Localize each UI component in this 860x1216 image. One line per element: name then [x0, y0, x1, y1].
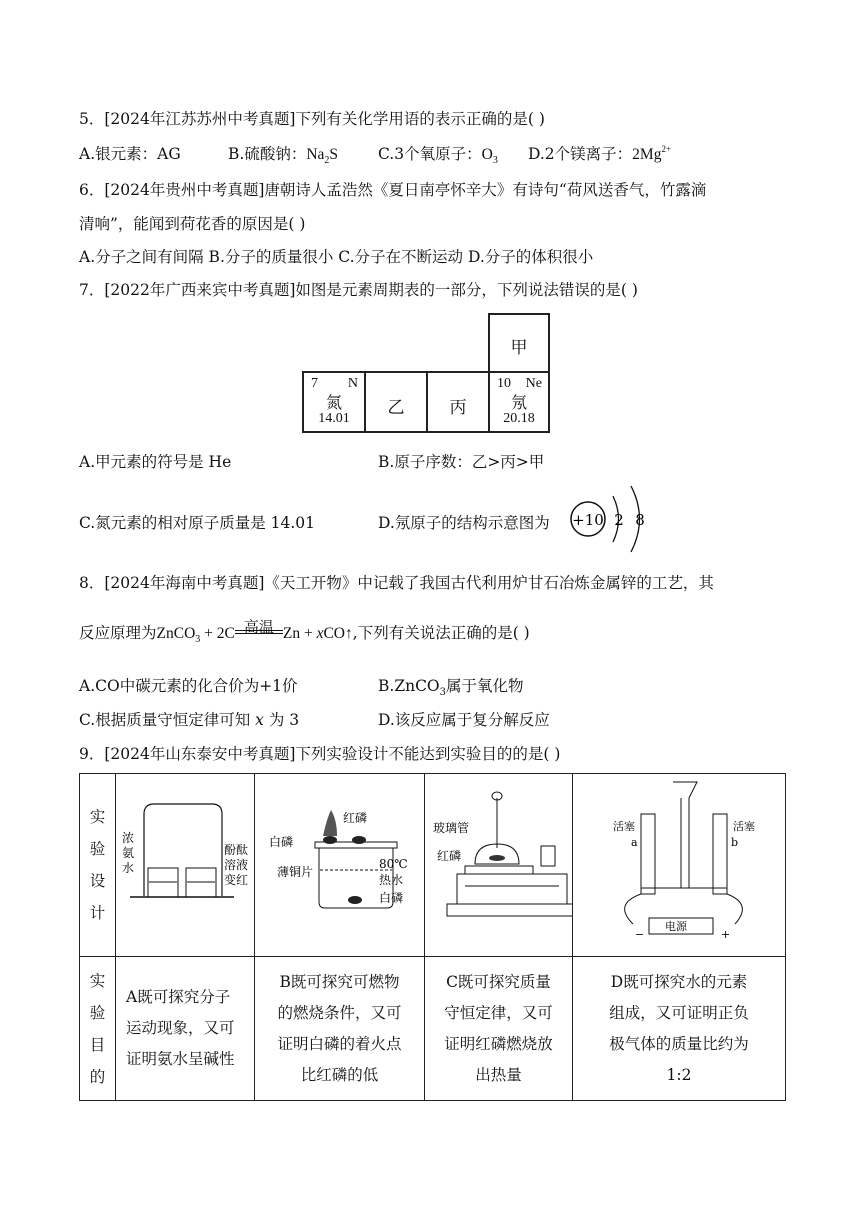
q9-stem: 9．[2024年山东泰安中考真题]下列实验设计不能达到实验目的的是( ) [79, 745, 561, 763]
neon-atom-structure-diagram [568, 484, 658, 554]
svg-text:80℃: 80℃ [379, 857, 408, 871]
purpose-c: C既可探究质量 守恒定律，又可 证明红磷燃烧放 出热量 [425, 957, 573, 1101]
svg-text:b: b [731, 836, 739, 849]
svg-text:白磷: 白磷 [269, 835, 294, 849]
q8-option-b: B.ZnCO$_3$属于氧化物 [378, 677, 524, 698]
experiment-table [79, 773, 786, 1101]
row-design [80, 774, 786, 957]
ammonia-diffusion-figure [116, 774, 255, 952]
right-tube [713, 814, 727, 894]
q8-option-d: D.该反应属于复分解反应 [378, 711, 550, 729]
q5-option-c: C.3个氧原子：$O_3$ [378, 145, 498, 166]
row-head-purpose: 实 验 目 的 [80, 957, 116, 1101]
shell1-electrons: 2 [614, 511, 624, 529]
purpose-a: A既可探究分子 运动现象，又可 证明氨水呈碱性 [116, 957, 255, 1101]
purpose-d: D既可探究水的元素 组成，又可证明正负 极气体的质量比约为 1:2 [573, 957, 786, 1101]
q7-option-a: A.甲元素的符号是 He [79, 453, 232, 471]
svg-text:溶液: 溶液 [224, 858, 249, 872]
mass-conservation-figure [425, 774, 573, 952]
periodic-table-excerpt [302, 313, 550, 433]
q5-option-b: B.硫酸钠：$Na_2S$ [228, 145, 339, 166]
electrolysis-figure [573, 774, 786, 952]
row-purpose [80, 957, 786, 1101]
figure-d-cell [573, 774, 786, 957]
q7-option-b: B.原子序数：乙>丙>甲 [378, 453, 545, 471]
left-tube [641, 814, 655, 894]
svg-text:电源: 电源 [665, 920, 687, 933]
svg-text:薄铜片: 薄铜片 [277, 865, 314, 879]
balance-body [457, 874, 567, 904]
weight [541, 846, 555, 866]
purpose-b: B既可探究可燃物 的燃烧条件，又可 证明白磷的着火点 比红磷的低 [255, 957, 425, 1101]
svg-text:红磷: 红磷 [343, 811, 368, 825]
white-phosphorus-underwater [348, 896, 362, 904]
q6-stem-line1: 6．[2024年贵州中考真题]唐朝诗人孟浩然《夏日南亭怀辛大》有诗句“荷风送香气，竹露滴 [79, 181, 707, 199]
q7-option-c: C.氮元素的相对原子质量是 14.01 [79, 514, 316, 532]
flame-icon [323, 810, 337, 836]
svg-text:+: + [721, 928, 731, 941]
figure-c-cell [425, 774, 573, 957]
white-phosphorus-burning [323, 836, 337, 844]
svg-text:浓: 浓 [122, 831, 135, 845]
svg-text:活塞: 活塞 [733, 820, 755, 833]
row-head-design: 实 验 设 计 [80, 774, 116, 957]
shell2-electrons: 8 [635, 511, 645, 529]
q6-options: A.分子之间有间隔 B.分子的质量很小 C.分子在不断运动 D.分子的体积很小 [79, 248, 594, 266]
combustion-conditions-figure [255, 774, 425, 952]
funnel [673, 782, 697, 888]
q6-stem-line2: 清响”，能闻到荷花香的原因是( ) [79, 215, 306, 233]
q5-stem: 5．[2024年江苏苏州中考真题]下列有关化学用语的表示正确的是( ) [79, 110, 545, 128]
svg-text:变红: 变红 [224, 873, 249, 887]
nucleus-charge: +10 [572, 511, 604, 529]
figure-b-cell [255, 774, 425, 957]
cell-neon: 10 Ne 氖 20.18 [488, 371, 550, 433]
q5-option-d: D.2个镁离子：$2Mg^{2+}$ [528, 144, 672, 163]
figure-a-cell [116, 774, 255, 957]
q7-stem: 7．[2022年广西来宾中考真题]如图是元素周期表的一部分，下列说法错误的是( ) [79, 281, 638, 299]
svg-text:氨: 氨 [122, 846, 135, 860]
cell-nitrogen: 7 N 氮 14.01 [302, 371, 366, 433]
cell-yi: 乙 [364, 371, 428, 433]
cell-jia: 甲 [488, 313, 550, 373]
q8-equation-line: 反应原理为ZnCO$_3$ + 2C 高温 Zn + xCO↑,下列有关说法正确的是( ) [79, 618, 530, 645]
svg-text:玻璃管: 玻璃管 [433, 821, 470, 835]
q8-stem-line1: 8．[2024年海南中考真题]《天工开物》中记载了我国古代利用炉甘石冶炼金属锌的工艺，其 [79, 574, 714, 592]
q8-option-c: C.根据质量守恒定律可知 x 为 3 [79, 711, 300, 729]
svg-text:−: − [635, 928, 645, 941]
svg-text:水: 水 [122, 861, 135, 875]
svg-text:活塞: 活塞 [613, 820, 635, 833]
q5-option-a: A.银元素：AG [79, 145, 181, 163]
svg-text:热水: 热水 [379, 873, 404, 887]
svg-text:酚酞: 酚酞 [224, 843, 249, 857]
svg-text:a: a [631, 836, 638, 849]
svg-text:红磷: 红磷 [437, 849, 462, 863]
q8-option-a: A.CO中碳元素的化合价为+1价 [79, 677, 298, 695]
cell-bing: 丙 [426, 371, 490, 433]
q7-option-d: D.氖原子的结构示意图为 [378, 514, 550, 532]
red-phosphorus [352, 836, 366, 844]
svg-text:白磷: 白磷 [379, 891, 404, 905]
